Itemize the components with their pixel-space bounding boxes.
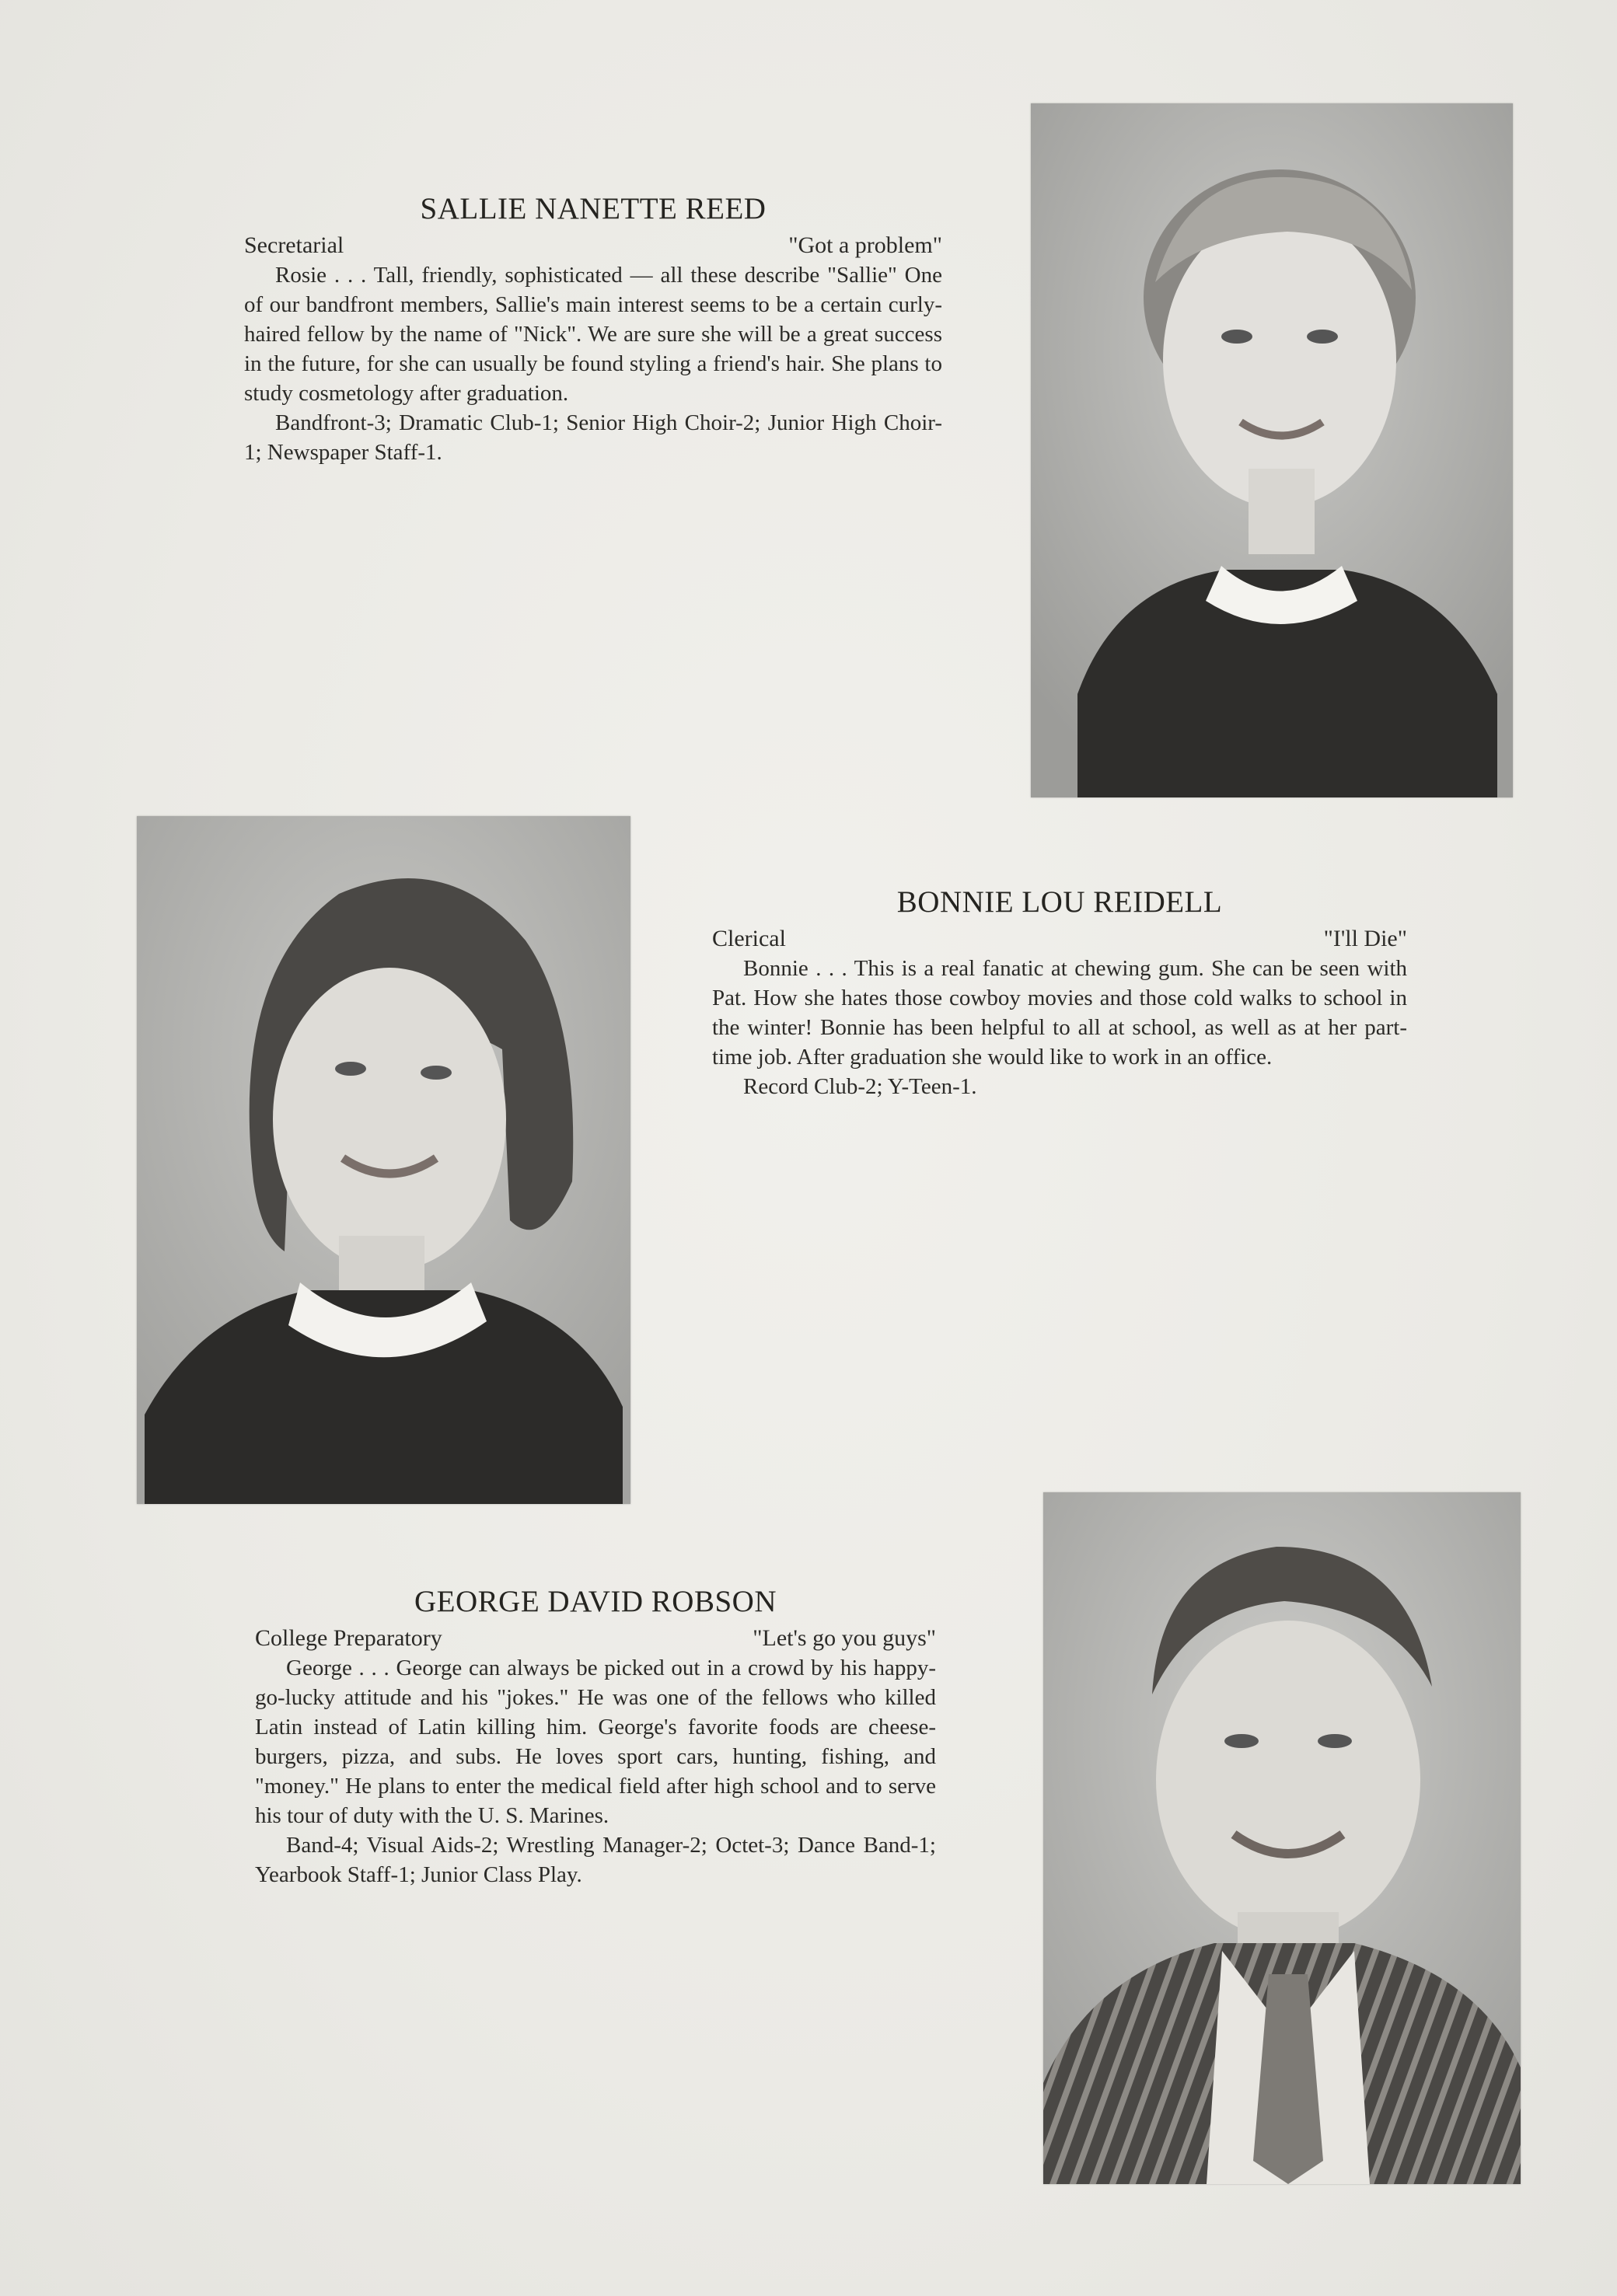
student-activities: Bandfront-3; Dramatic Club-1; Senior High Choir-2; Junior High Choir-1; Newspaper Staff-1. [244, 410, 942, 465]
student-bio: Bonnie . . . This is a real fanatic at chewing gum. She can be seen with Pat. How she hates those cowboy movies and those cold walks to school in the winter! Bonnie has been helpful to all at school, as well as at her part-time job. After graduation she would like to work in an office. [712, 956, 1407, 1069]
student-name: BONNIE LOU REIDELL [896, 885, 1223, 919]
student-name: SALLIE NANETTE REED [420, 192, 767, 225]
student-entry-reed [244, 191, 942, 467]
student-entry-reidell [712, 885, 1407, 1101]
student-course: Clerical [712, 926, 786, 951]
student-course: College Preparatory [255, 1625, 442, 1651]
course-quote-line [244, 231, 942, 260]
student-entry-robson [255, 1584, 936, 1889]
student-course: Secretarial [244, 232, 344, 258]
portrait-photo-robson [1043, 1492, 1521, 2184]
student-bio: George . . . George can always be picked out in a crowd by his happy-go-lucky attitude and his "jokes." He was one of the fellows who killed Latin instead of Latin killing him. George's favorite foods are cheese-burgers, pizza, and subs. He loves sport cars, hunting, fishing, and "money." He plans to enter the medical field after high school and to serve his tour of duty with the U. S. Marines. [255, 1656, 936, 1828]
course-quote-line [255, 1624, 936, 1653]
student-quote: "I'll Die" [1323, 926, 1407, 951]
portrait-photo-reidell [137, 816, 630, 1504]
student-bio: Rosie . . . Tall, friendly, sophisticated — all these describe "Sallie" One of our bandfront members, Sallie's main interest seems to be a certain curly-haired fellow by the name of "Nick". We are sure she will be a great success in the future, for she can usually be found styling a friend's hair. She plans to study cosmetology after graduation. [244, 263, 942, 406]
student-quote: "Got a problem" [788, 232, 942, 258]
student-name: GEORGE DAVID ROBSON [414, 1585, 777, 1618]
portrait-photo-reed [1031, 103, 1513, 797]
student-activities: Record Club-2; Y-Teen-1. [743, 1074, 977, 1099]
course-quote-line [712, 924, 1407, 954]
student-activities: Band-4; Visual Aids-2; Wrestling Manager-2; Octet-3; Dance Band-1; Yearbook Staff-1; Junior Class Play. [255, 1833, 936, 1887]
student-quote: "Let's go you guys" [753, 1625, 936, 1651]
